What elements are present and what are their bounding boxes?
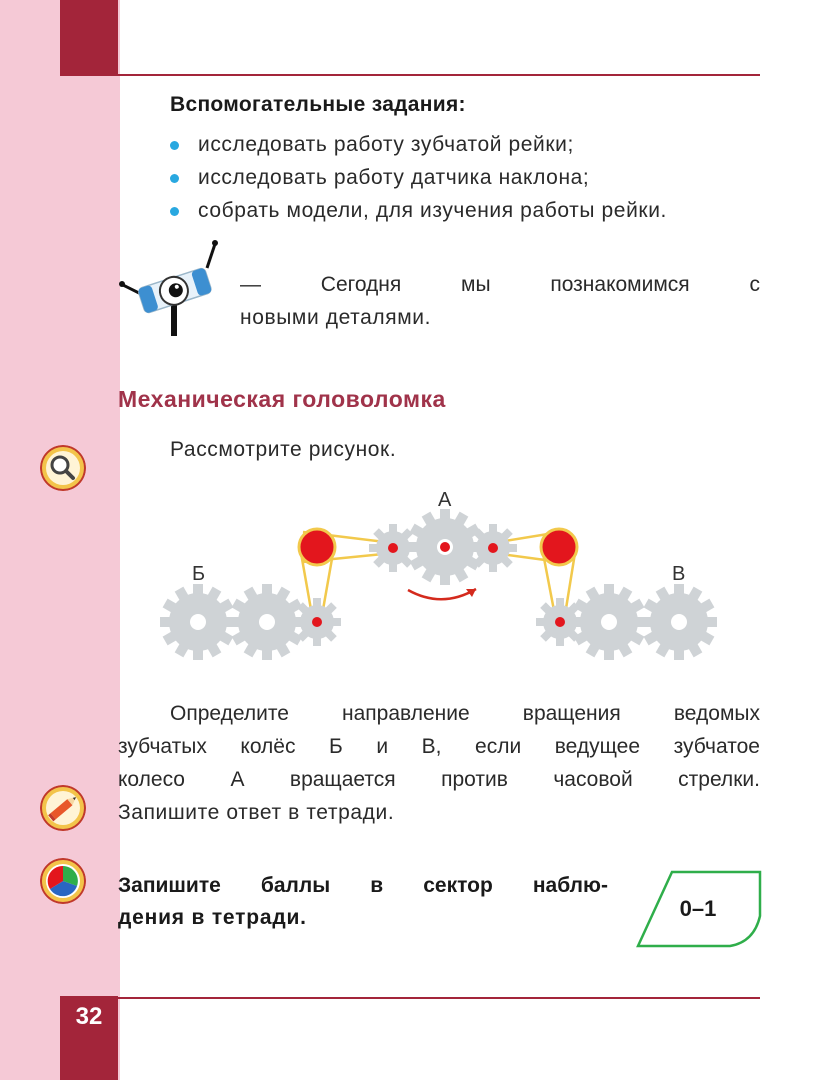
list-item: собрать модели, для изучения работы рейки. — [170, 194, 667, 227]
rotation-arrow-icon — [408, 589, 476, 599]
auxiliary-tasks-list — [170, 128, 667, 227]
bottom-rule — [118, 997, 760, 999]
score-line: Запишите баллы в сектор наблю- — [118, 874, 608, 897]
pencil-icon — [40, 785, 86, 831]
gear-label-a: А — [438, 489, 452, 511]
gear-label-b: Б — [192, 563, 206, 585]
gear-label-v: В — [672, 563, 686, 585]
task-line: зубчатых колёс Б и В, если ведущее зубчатое — [118, 735, 760, 758]
sector-score-value: 0–1 — [679, 896, 717, 921]
list-item: исследовать работу зубчатой рейки; — [170, 128, 667, 161]
section-title: Механическая головоломка — [118, 386, 446, 412]
task-line: Запишите ответ в тетради. — [118, 801, 395, 824]
top-corner-tab — [60, 0, 118, 76]
magnifier-icon — [40, 445, 86, 491]
top-rule — [118, 74, 760, 76]
bullet-dot-icon — [170, 174, 179, 183]
auxiliary-tasks-title: Вспомогательные задания: — [170, 93, 466, 116]
gear-v — [641, 584, 717, 660]
gear-diagram — [150, 485, 730, 675]
teacher-speech — [240, 268, 760, 334]
bullet-dot-icon — [170, 141, 179, 150]
speech-line: новыми деталями. — [240, 306, 432, 329]
pie-chart-icon — [40, 858, 86, 904]
task-line: колесо А вращается против часовой стрелки. — [118, 768, 760, 791]
task-paragraph — [118, 697, 760, 829]
list-item: исследовать работу датчика наклона; — [170, 161, 667, 194]
page-number: 32 — [75, 1003, 103, 1030]
task-line: Определите направление вращения ведомых — [170, 702, 760, 725]
score-line: дения в тетради. — [118, 906, 307, 929]
speech-line: — Сегодня мы познакомимся с — [240, 273, 760, 296]
page-margin-sidebar — [0, 0, 120, 1080]
pulley-right — [541, 529, 577, 565]
pulley-left — [299, 529, 335, 565]
bullet-dot-icon — [170, 207, 179, 216]
score-instruction — [118, 870, 608, 934]
gear-b — [160, 584, 236, 660]
robot-mascot-icon — [115, 238, 220, 338]
instruction-text: Рассмотрите рисунок. — [170, 438, 397, 461]
